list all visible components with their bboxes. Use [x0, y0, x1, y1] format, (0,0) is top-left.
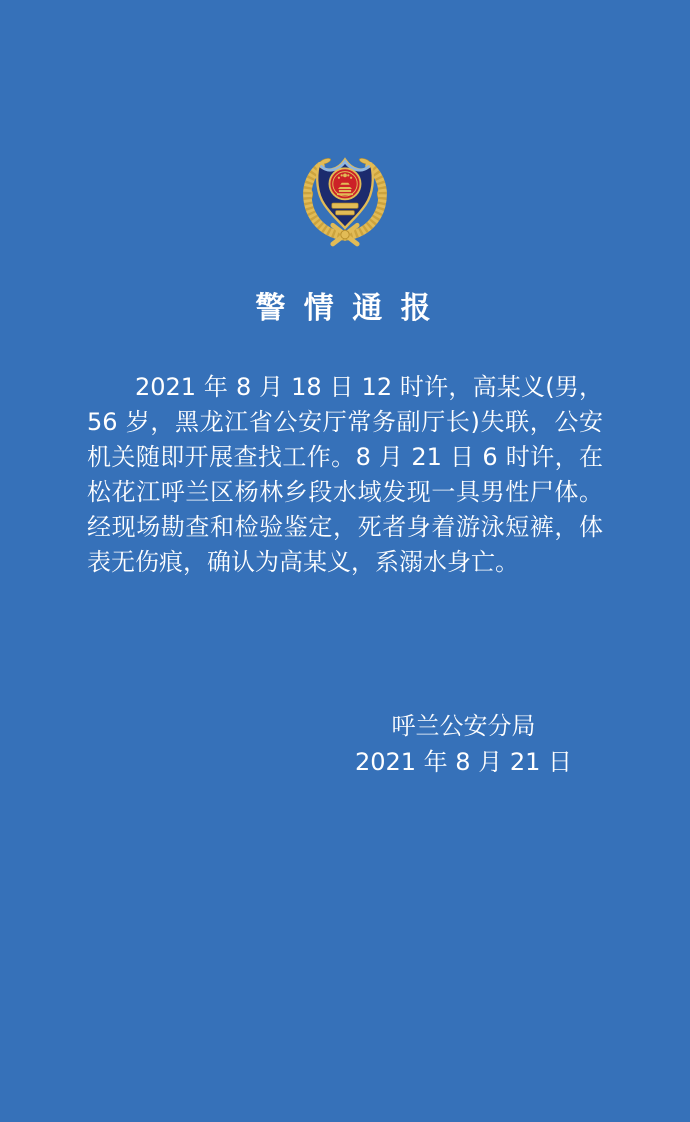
national-emblem [329, 168, 360, 199]
signature-block [355, 708, 572, 780]
signature-name: 呼兰公安分局 [391, 712, 536, 740]
notice-title: 警 情 通 报 [255, 291, 435, 326]
police-badge-icon [298, 146, 392, 248]
notice-body: 2021 年 8 月 18 日 12 时许，高某义(男，56 岁，黑龙江省公安厅常务副厅长)失联，公安机关随即开展查找工作。8 月 21 日 6 时许，在松花江呼兰区杨林乡段水域发现一具男性尸体。经现场勘查和检验鉴定，死者身着游泳短裤，体表无伤痕，确认为高某义，系溺水身亡。 [87, 373, 603, 576]
signature-date: 2021 年 8 月 21 日 [354, 748, 572, 776]
